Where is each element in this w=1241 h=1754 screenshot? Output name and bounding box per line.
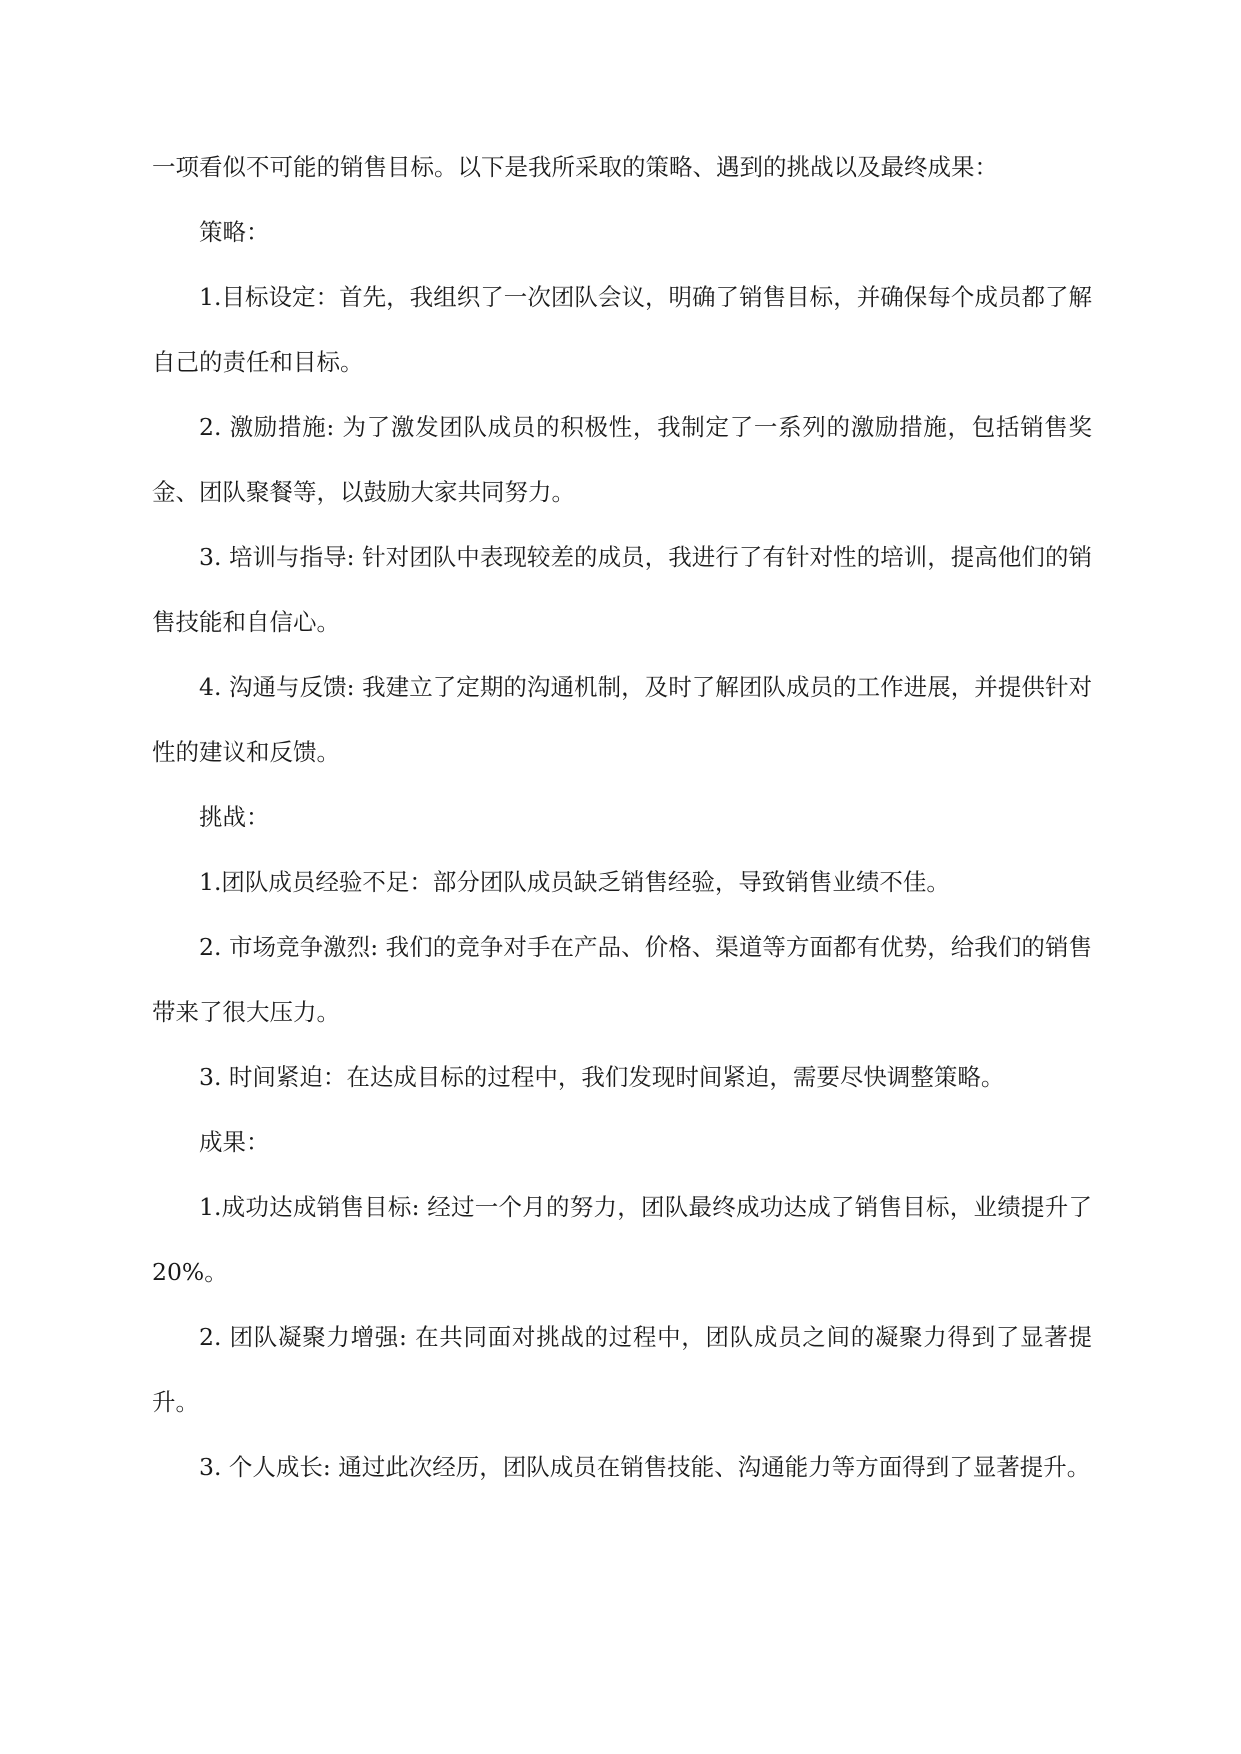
result-item-3: 3. 个人成长: 通过此次经历，团队成员在销售技能、沟通能力等方面得到了显著提升。 (199, 1453, 1091, 1481)
section-heading-strategy: 策略： (199, 218, 270, 246)
result-item-2: 2. 团队凝聚力增强: 在共同面对挑战的过程中，团队成员之间的凝聚力得到了显著提升。 (152, 1323, 1092, 1416)
strategy-item-1: 1.目标设定：首先，我组织了一次团队会议，明确了销售目标，并确保每个成员都了解自己的责任和目标。 (152, 283, 1092, 376)
strategy-item-2: 2. 激励措施: 为了激发团队成员的积极性，我制定了一系列的激励措施，包括销售奖金、团队聚餐等，以鼓励大家共同努力。 (152, 413, 1092, 506)
document-body (152, 135, 1092, 1500)
section-heading-challenges: 挑战： (199, 803, 270, 831)
intro-paragraph: 一项看似不可能的销售目标。以下是我所采取的策略、遇到的挑战以及最终成果： (152, 153, 998, 181)
section-heading-results: 成果： (199, 1128, 270, 1156)
challenge-item-3: 3. 时间紧迫：在达成目标的过程中，我们发现时间紧迫，需要尽快调整策略。 (199, 1063, 1005, 1091)
result-item-1: 1.成功达成销售目标: 经过一个月的努力，团队最终成功达成了销售目标，业绩提升了 20%。 (152, 1193, 1092, 1286)
challenge-item-2: 2. 市场竞争激烈: 我们的竞争对手在产品、价格、渠道等方面都有优势，给我们的销售带来了很大压力。 (152, 933, 1092, 1026)
challenge-item-1: 1.团队成员经验不足：部分团队成员缺乏销售经验，导致销售业绩不佳。 (199, 868, 950, 896)
strategy-item-3: 3. 培训与指导: 针对团队中表现较差的成员，我进行了有针对性的培训，提高他们的销售技能和自信心。 (152, 543, 1092, 636)
strategy-item-4: 4. 沟通与反馈: 我建立了定期的沟通机制，及时了解团队成员的工作进展，并提供针对性的建议和反馈。 (152, 673, 1092, 766)
